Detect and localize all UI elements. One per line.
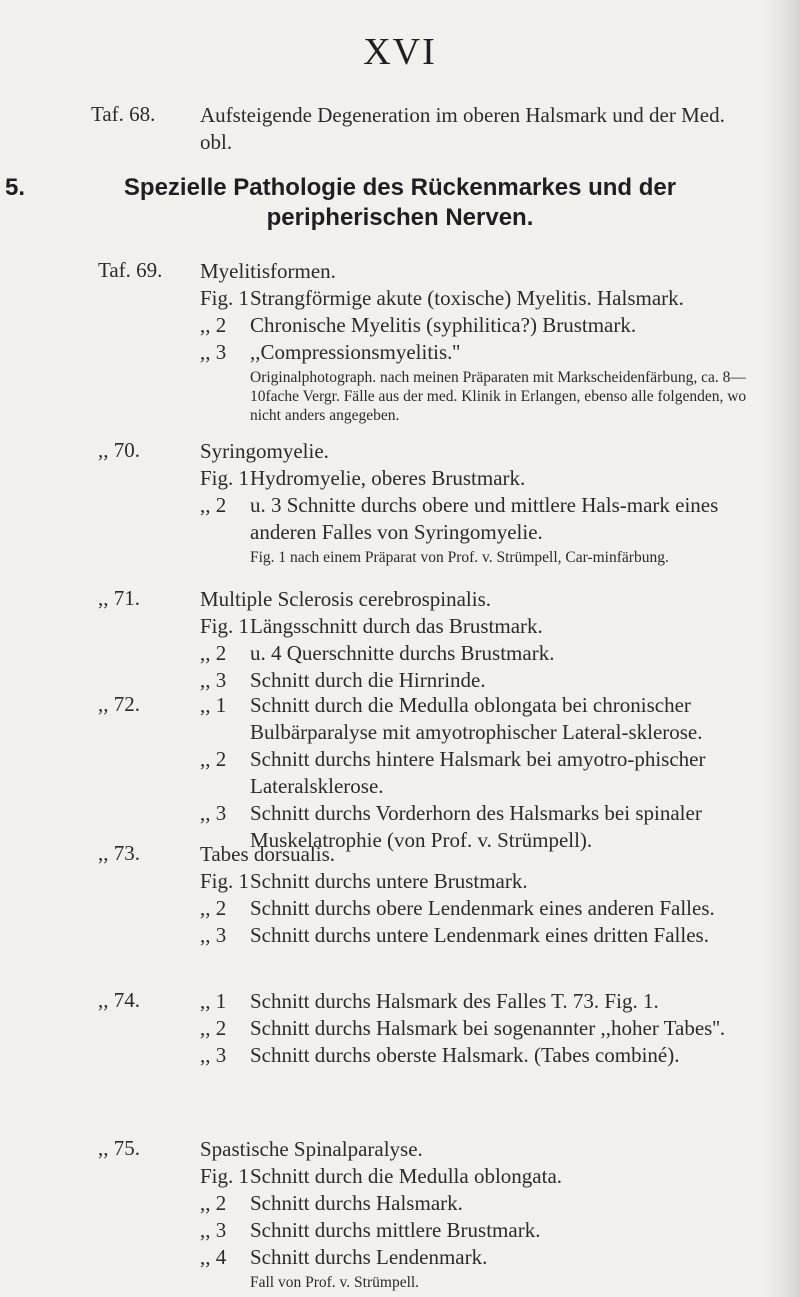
figure-label: Fig. 1: [200, 614, 250, 638]
figure-item: [200, 285, 755, 312]
plate-label: ,, 71.: [98, 586, 140, 610]
figure-caption: Schnitt durchs mittlere Brustmark.: [250, 1218, 541, 1242]
section-number: 5.: [5, 174, 26, 201]
plate-label: Taf. 69.: [98, 258, 163, 282]
figure-caption: Schnitt durchs Vorderhorn des Halsmarks bei spinaler Muskelatrophie (von Prof. v. Strümpell).: [250, 801, 702, 852]
figure-label: ,, 2: [200, 641, 227, 665]
figure-caption: Schnitt durchs Halsmark bei sogenannter ,,hoher Tabes''.: [250, 1016, 726, 1040]
figure-label: ,, 2: [200, 747, 227, 771]
plate-label: ,, 74.: [98, 988, 140, 1012]
figure-label: ,, 3: [200, 668, 227, 692]
figure-caption: Schnitt durchs oberste Halsmark. (Tabes combiné).: [250, 1043, 680, 1067]
figure-caption: Schnitt durch die Medulla oblongata bei chronischer Bulbärparalyse mit amyotrophischer Lateral-sklerose.: [250, 693, 703, 744]
plate-content: [200, 258, 755, 425]
figure-item: [200, 1042, 755, 1069]
figure-item: [200, 988, 755, 1015]
figure-item: [200, 692, 755, 746]
figure-item: [200, 922, 755, 949]
figure-label: Fig. 1: [200, 466, 250, 490]
figure-label: ,, 1: [200, 693, 227, 717]
figure-item: [200, 1190, 755, 1217]
figure-caption: ,,Compressionsmyelitis.'': [250, 340, 460, 364]
figure-item: [200, 492, 755, 546]
figure-caption: Schnitt durchs untere Brustmark.: [250, 869, 528, 893]
plate-content: [200, 1136, 755, 1292]
plate-content: [200, 841, 755, 949]
plate-note: Fig. 1 nach einem Präparat von Prof. v. Strümpell, Car-minfärbung.: [250, 549, 669, 566]
figure-item: [200, 746, 755, 800]
plate-label: ,, 72.: [98, 692, 140, 716]
plate-label: ,, 70.: [98, 438, 140, 462]
figure-caption: Schnitt durchs hintere Halsmark bei amyotro-phischer Lateralsklerose.: [250, 747, 706, 798]
page-edge-shadow: [762, 0, 800, 1297]
figure-caption: Schnitt durch die Medulla oblongata.: [250, 1164, 563, 1188]
figure-caption: Schnitt durchs Halsmark des Falles T. 73. Fig. 1.: [250, 989, 659, 1013]
figure-caption: Längsschnitt durch das Brustmark.: [250, 614, 543, 638]
figure-item: [200, 868, 755, 895]
plate-title: Multiple Sclerosis cerebrospinalis.: [200, 587, 492, 611]
plate-title: Myelitisformen.: [200, 259, 336, 283]
plate-label: Taf. 68.: [91, 102, 156, 126]
figure-item: [200, 895, 755, 922]
figure-label: ,, 3: [200, 923, 227, 947]
figure-caption: Schnitt durch die Hirnrinde.: [250, 668, 486, 692]
figure-label: ,, 4: [200, 1245, 227, 1269]
plate-title: Spastische Spinalparalyse.: [200, 1137, 423, 1161]
figure-label: Fig. 1: [200, 286, 250, 310]
figure-caption: Schnitt durchs untere Lendenmark eines dritten Falles.: [250, 923, 709, 947]
figure-item: [200, 312, 755, 339]
plate-content: [200, 438, 755, 567]
figure-caption: u. 3 Schnitte durchs obere und mittlere Hals-mark eines anderen Falles von Syringomyelie.: [250, 493, 719, 544]
figure-item: [200, 640, 755, 667]
figure-caption: u. 4 Querschnitte durchs Brustmark.: [250, 641, 555, 665]
figure-label: ,, 3: [200, 340, 227, 364]
figure-label: ,, 2: [200, 1191, 227, 1215]
figure-item: [200, 339, 755, 366]
plate-note: Originalphotograph. nach meinen Präparaten mit Markscheidenfärbung, ca. 8—10fache Vergr. Fälle aus der med. Klinik in Erlangen, ebenso alle folgenden, wo nicht anders angegeben.: [250, 369, 747, 424]
figure-label: Fig. 1: [200, 869, 250, 893]
figure-item: [200, 1015, 755, 1042]
plate-label: ,, 73.: [98, 841, 140, 865]
figure-item: [200, 1163, 755, 1190]
plate-title: Tabes dorsualis.: [200, 842, 336, 866]
figure-label: ,, 2: [200, 313, 227, 337]
section-title: Spezielle Pathologie des Rückenmarkes und der peripherischen Nerven.: [123, 174, 677, 231]
figure-item: [200, 1244, 755, 1271]
figure-caption: Chronische Myelitis (syphilitica?) Brustmark.: [250, 313, 637, 337]
figure-caption: Schnitt durchs obere Lendenmark eines anderen Falles.: [250, 896, 715, 920]
plate-description: Aufsteigende Degeneration im oberen Halsmark und der Med. obl.: [200, 103, 725, 154]
plate-title: Syringomyelie.: [200, 439, 329, 463]
plate-content: [200, 586, 755, 694]
figure-caption: Schnitt durchs Lendenmark.: [250, 1245, 488, 1269]
figure-label: ,, 3: [200, 1218, 227, 1242]
figure-item: [200, 1217, 755, 1244]
figure-label: Fig. 1: [200, 1164, 250, 1188]
plate-content: [200, 692, 755, 854]
figure-item: [200, 667, 755, 694]
plate-note: Fall von Prof. v. Strümpell.: [250, 1274, 420, 1291]
figure-item: [200, 613, 755, 640]
figure-label: ,, 1: [200, 989, 227, 1013]
figure-label: ,, 3: [200, 1043, 227, 1067]
plate-content: [200, 988, 755, 1069]
figure-caption: Hydromyelie, oberes Brustmark.: [250, 466, 526, 490]
page-number: XVI: [363, 31, 437, 73]
figure-caption: Strangförmige akute (toxische) Myelitis. Halsmark.: [250, 286, 684, 310]
figure-label: ,, 2: [200, 493, 227, 517]
figure-label: ,, 2: [200, 1016, 227, 1040]
plate-label: ,, 75.: [98, 1136, 140, 1160]
figure-caption: Schnitt durchs Halsmark.: [250, 1191, 463, 1215]
figure-label: ,, 2: [200, 896, 227, 920]
figure-item: [200, 465, 755, 492]
figure-label: ,, 3: [200, 801, 227, 825]
